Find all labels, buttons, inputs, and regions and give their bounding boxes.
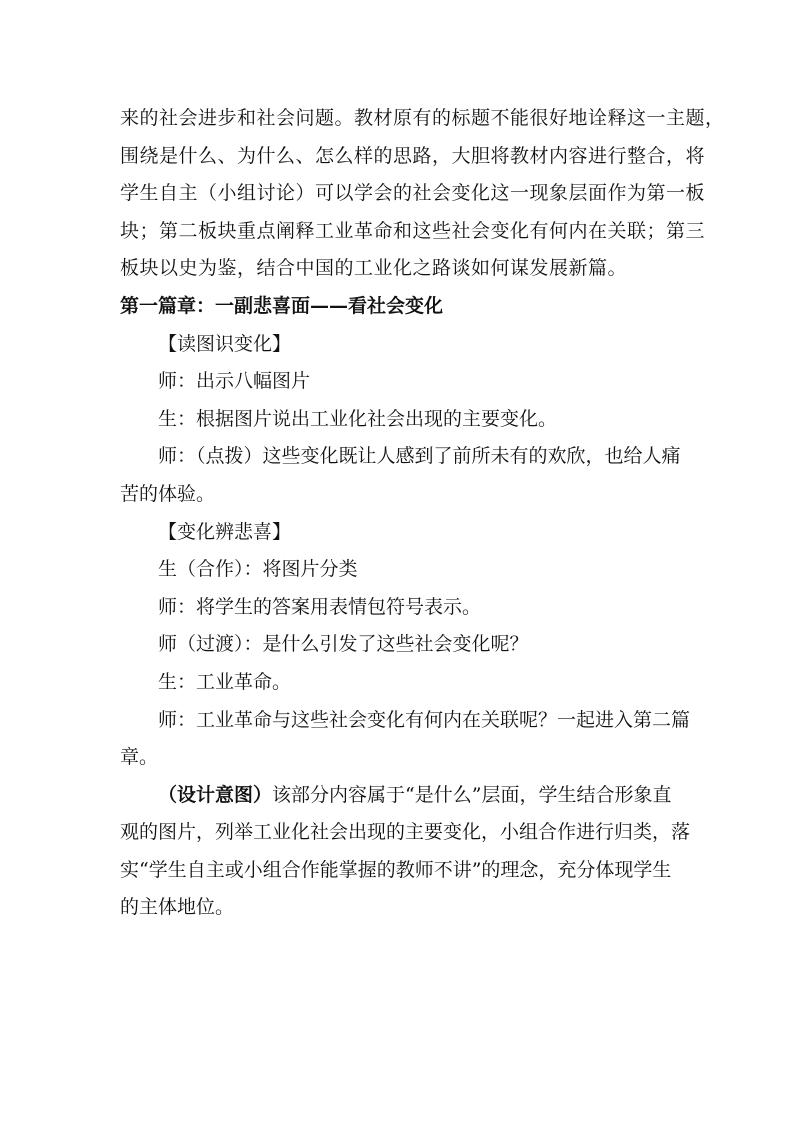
design-intent-text: 该部分内容属于“是什么”层面，学生结合形象直 [272, 783, 672, 806]
student-line: 生：根据图片说出工业化社会出现的主要变化。 [158, 407, 558, 430]
teacher-line: 师：工业革命与这些社会变化有何内在关联呢？一起进入第二篇 [158, 708, 691, 731]
design-intent-line-3: 实“学生自主或小组合作能掌握的教师不讲”的理念，充分体现学生 [120, 858, 672, 881]
teacher-line: 师：（点拨）这些变化既让人感到了前所未有的欢欣，也给人痛 [158, 445, 681, 468]
student-line: 生（合作）：将图片分类 [158, 558, 358, 581]
intro-line-3: 学生自主（小组讨论）可以学会的社会变化这一现象层面作为第一板 [120, 182, 706, 205]
teacher-line: 师：将学生的答案用表情包符号表示。 [158, 595, 482, 618]
intro-line-5: 板块以史为鉴，结合中国的工业化之路谈如何谋发展新篇。 [120, 257, 628, 280]
intro-line-2: 围绕是什么、为什么、怎么样的思路，大胆将教材内容进行整合，将 [120, 144, 706, 167]
chapter-title: 第一篇章：一副悲喜面——看社会变化 [120, 294, 444, 317]
document-body [120, 100, 725, 927]
teacher-line: 师：出示八幅图片 [158, 370, 311, 393]
teacher-line-continuation: 章。 [120, 746, 159, 769]
section-heading-read-images: 【读图识变化】 [158, 332, 292, 355]
design-intent-line-2: 观的图片，列举工业化社会出现的主要变化，小组合作进行归类，落 [120, 821, 691, 844]
section-heading-classify-changes: 【变化辨悲喜】 [158, 520, 292, 543]
intro-line-1: 来的社会进步和社会问题。教材原有的标题不能很好地诠释这一主题， [120, 107, 725, 129]
intro-line-4: 块；第二板块重点阐释工业革命和这些社会变化有何内在关联；第三 [120, 219, 706, 242]
design-intent-label: （设计意图） [158, 783, 273, 806]
student-line: 生：工业革命。 [158, 670, 292, 693]
teacher-line-continuation: 苦的体验。 [120, 482, 216, 505]
design-intent-line-1 [120, 777, 680, 815]
design-intent-line-4: 的主体地位。 [120, 896, 235, 919]
teacher-line: 师（过渡）：是什么引发了这些社会变化呢？ [158, 633, 529, 656]
